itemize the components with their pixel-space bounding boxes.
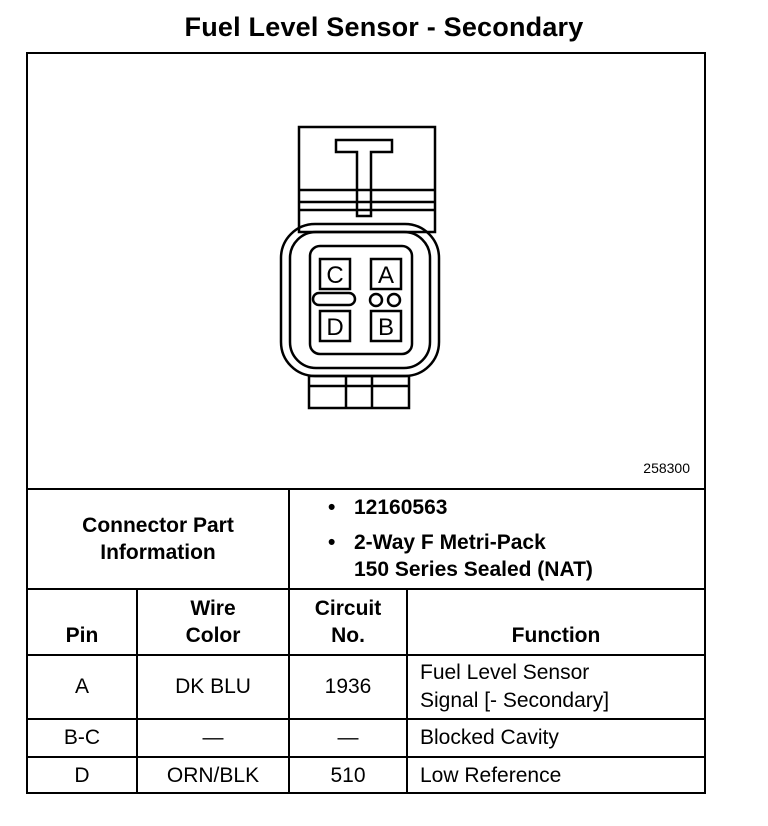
- bullet-icon: •: [328, 496, 336, 519]
- connector-frame: [26, 52, 706, 794]
- connector-diagram: [28, 54, 704, 488]
- table-row-pin: A: [74, 675, 89, 698]
- table-row-circuit: 1936: [324, 675, 372, 698]
- table-row-wire-color: DK BLU: [175, 675, 251, 698]
- key-slot: [313, 293, 355, 305]
- divider: [288, 488, 290, 588]
- cavity-label-b: B: [377, 314, 395, 341]
- table-row-circuit: 510: [330, 764, 366, 787]
- header-circuit-no: Circuit No.: [314, 597, 382, 647]
- table-row-wire-color: ORN/BLK: [166, 764, 260, 787]
- connector-description-1: 2-Way F Metri-Pack: [354, 531, 546, 554]
- cavity-label-a: A: [377, 262, 395, 289]
- table-row-function: Fuel Level Sensor Signal [- Secondary]: [420, 661, 610, 712]
- t-latch: [336, 140, 392, 216]
- locator-circle: [388, 294, 400, 306]
- cavity-label-c: C: [326, 262, 344, 289]
- connector-description-line: [328, 531, 546, 555]
- table-row-pin: B-C: [63, 726, 101, 749]
- part-number-line: [328, 496, 447, 520]
- table-row-wire-color: —: [202, 726, 224, 749]
- connector-info-label: Connector Part Information: [82, 514, 234, 564]
- connector-face-drawing: [28, 54, 704, 488]
- bottom-tab: [309, 376, 409, 408]
- header-function: Function: [511, 624, 601, 647]
- part-number: 12160563: [354, 496, 448, 519]
- cavity-label-d: D: [326, 314, 344, 341]
- table-row-pin: D: [74, 764, 90, 787]
- header-pin: Pin: [65, 624, 99, 647]
- table-row-function: Blocked Cavity: [420, 726, 559, 749]
- locator-circle: [370, 294, 382, 306]
- table-row-circuit: —: [337, 726, 359, 749]
- figure-number: 258300: [643, 460, 690, 476]
- table-row-function: Low Reference: [420, 764, 562, 787]
- connector-face: [310, 246, 412, 354]
- bullet-icon: •: [328, 531, 336, 554]
- connector-description-2: 150 Series Sealed (NAT): [354, 558, 593, 581]
- page-title: Fuel Level Sensor - Secondary: [184, 12, 584, 42]
- header-wire-color: Wire Color: [185, 597, 241, 647]
